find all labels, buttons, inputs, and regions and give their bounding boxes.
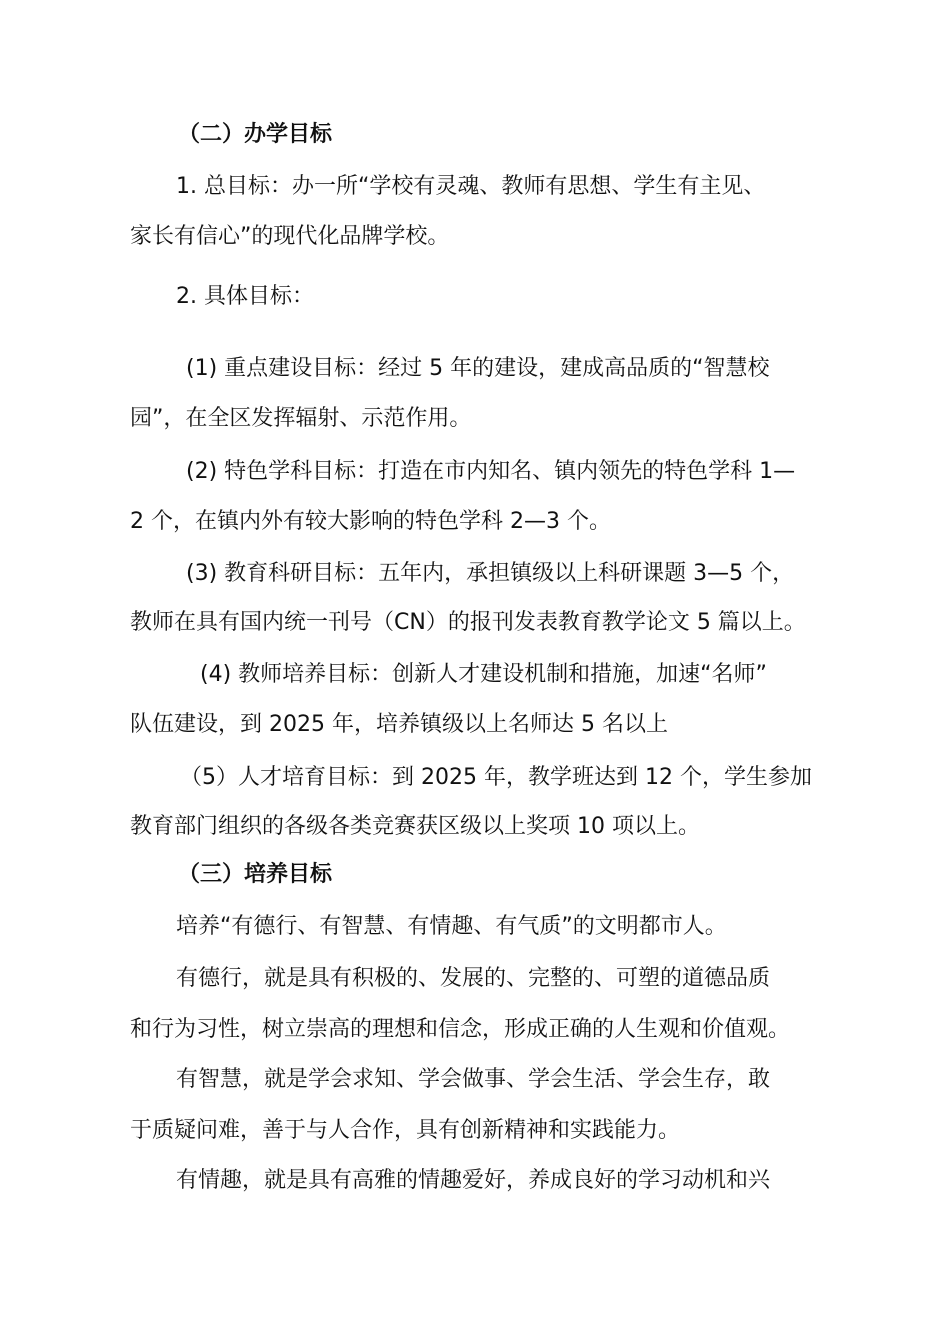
goal-overall-line-1: 1. 总目标：办一所“学校有灵魂、教师有思想、学生有主见、 [176,174,766,199]
item-1-line-1: (1) 重点建设目标：经过 5 年的建设，建成高品质的“智慧校 [186,356,770,381]
item-2-line-1: (2) 特色学科目标：打造在市内知名、镇内领先的特色学科 1— [186,459,796,484]
section-heading-3: （三）培养目标 [178,862,333,887]
item-1-line-2: 园”，在全区发挥辐射、示范作用。 [130,406,472,431]
section-heading-2: （二）办学目标 [178,122,333,147]
para-2-line-1: 有德行，就是具有积极的、发展的、完整的、可塑的道德品质 [176,966,771,991]
item-3-line-2: 教师在具有国内统一刊号（CN）的报刊发表教育教学论文 5 篇以上。 [130,610,806,635]
para-1-line-1: 培养“有德行、有智慧、有情趣、有气质”的文明都市人。 [176,914,727,939]
item-3-line-1: (3) 教育科研目标：五年内，承担镇级以上科研课题 3—5 个， [186,561,795,586]
item-2-line-2: 2 个，在镇内外有较大影响的特色学科 2—3 个。 [130,509,611,534]
item-4-line-1: (4) 教师培养目标：创新人才建设机制和措施，加速“名师” [200,662,767,687]
goal-specific-label: 2. 具体目标： [176,284,314,309]
item-5-line-2: 教育部门组织的各级各类竞赛获区级以上奖项 10 项以上。 [130,814,700,839]
para-3-line-2: 于质疑问难，善于与人合作，具有创新精神和实践能力。 [130,1118,681,1143]
para-4-line-1: 有情趣，就是具有高雅的情趣爱好，养成良好的学习动机和兴 [176,1168,771,1193]
item-5-line-1: （5）人才培育目标：到 2025 年，教学班达到 12 个，学生参加 [180,765,812,790]
goal-overall-line-2: 家长有信心”的现代化品牌学校。 [130,224,450,249]
para-3-line-1: 有智慧，就是学会求知、学会做事、学会生活、学会生存，敢 [176,1067,771,1092]
item-4-line-2: 队伍建设，到 2025 年，培养镇级以上名师达 5 名以上 [130,712,668,737]
para-2-line-2: 和行为习性，树立崇高的理想和信念，形成正确的人生观和价值观。 [130,1017,791,1042]
